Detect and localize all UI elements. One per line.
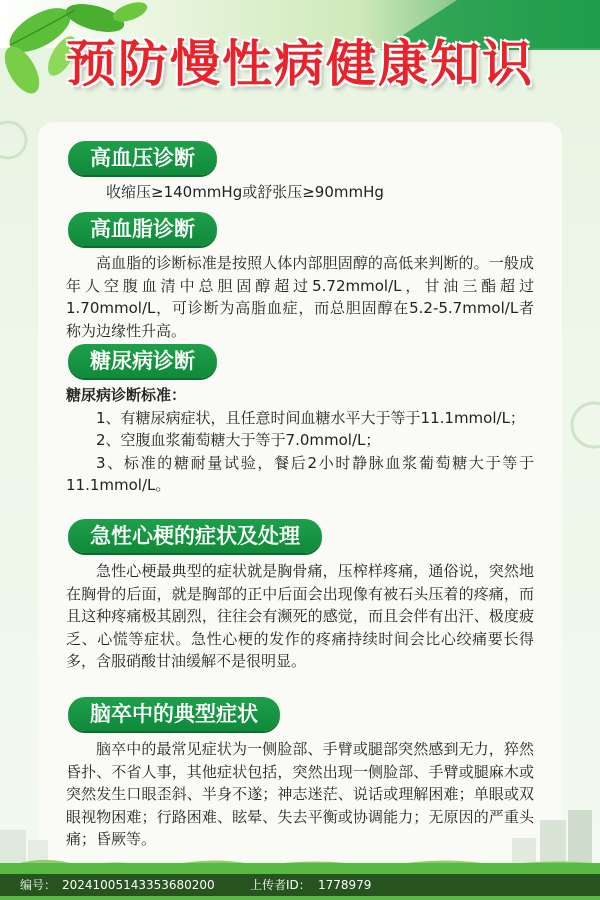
watermark-right xyxy=(568,390,600,460)
section-heading-heart-attack: 急性心梗的症状及处理 xyxy=(68,519,322,553)
hyperlipidemia-text xyxy=(66,252,534,342)
heart-attack-text xyxy=(66,560,534,673)
hyperlipidemia-paragraph: 高血脂的诊断标准是按照人体内部胆固醇的高低来判断的。一般成年人空腹血清中总胆固醇超过5.72mmol/L，甘油三酯超过1.70mmol/L，可诊断为高脂血症，而总胆固醇在5.2-5.7mmol/L者称为边缘性升高。 xyxy=(66,254,534,340)
id-label: 编号： xyxy=(20,878,57,892)
diabetes-subheading: 糖尿病诊断标准： xyxy=(66,386,187,404)
diabetes-criterion-2: 2、空腹血浆葡萄糖大于等于7.0mmol/L； xyxy=(96,431,381,449)
uploader-label: 上传者ID： xyxy=(250,878,311,892)
footer-info-bar xyxy=(0,874,600,896)
watermark-left-top xyxy=(0,110,34,170)
hypertension-text xyxy=(106,181,536,204)
section-heading-diabetes: 糖尿病诊断 xyxy=(68,344,217,378)
section-heading-stroke: 脑卒中的典型症状 xyxy=(68,697,280,731)
diabetes-criterion-3: 3、标准的糖耐量试验，餐后2小时静脉血浆葡萄糖大于等于11.1mmol/L。 xyxy=(66,453,534,494)
diabetes-criterion-1: 1、有糖尿病症状，且任意时间血糖水平大于等于11.1mmol/L； xyxy=(96,408,525,427)
section-heading-hypertension: 高血压诊断 xyxy=(68,141,217,175)
page-title: 预防慢性病健康知识 xyxy=(66,35,534,93)
hypertension-line: 收缩压≥140mmHg或舒张压≥90mmHg xyxy=(106,183,384,201)
heart-attack-paragraph: 急性心梗最典型的症状就是胸骨痛，压榨样疼痛，通俗说，突然地在胸骨的后面，就是胸部的正中后面会出现像有被石头压着的疼痛，而且这种疼痛极其剧烈，往往会有濒死的感觉，而且会伴有出汗、极度疲乏、心慌等症状。急性心梗的发作的疼痛持续时间会比心绞痛要长得多，含服硝酸甘油缓解不是很明显。 xyxy=(66,562,534,670)
stroke-paragraph: 脑卒中的最常见症状为一侧脸部、手臂或腿部突然感到无力，猝然昏扑、不省人事，其他症状包括，突然出现一侧脸部、手臂或腿麻木或突然发生口眼歪斜、半身不遂；神志迷茫、说话或理解困难；单眼或双眼视物困难；行路困难、眩晕、失去平衡或协调能力；无原因的严重头痛；昏厥等。 xyxy=(66,740,534,848)
diabetes-text xyxy=(66,384,534,497)
section-heading-hyperlipidemia: 高血脂诊断 xyxy=(68,212,217,246)
id-value: 20241005143353680200 xyxy=(62,878,215,892)
uploader-value: 1778979 xyxy=(318,878,372,892)
